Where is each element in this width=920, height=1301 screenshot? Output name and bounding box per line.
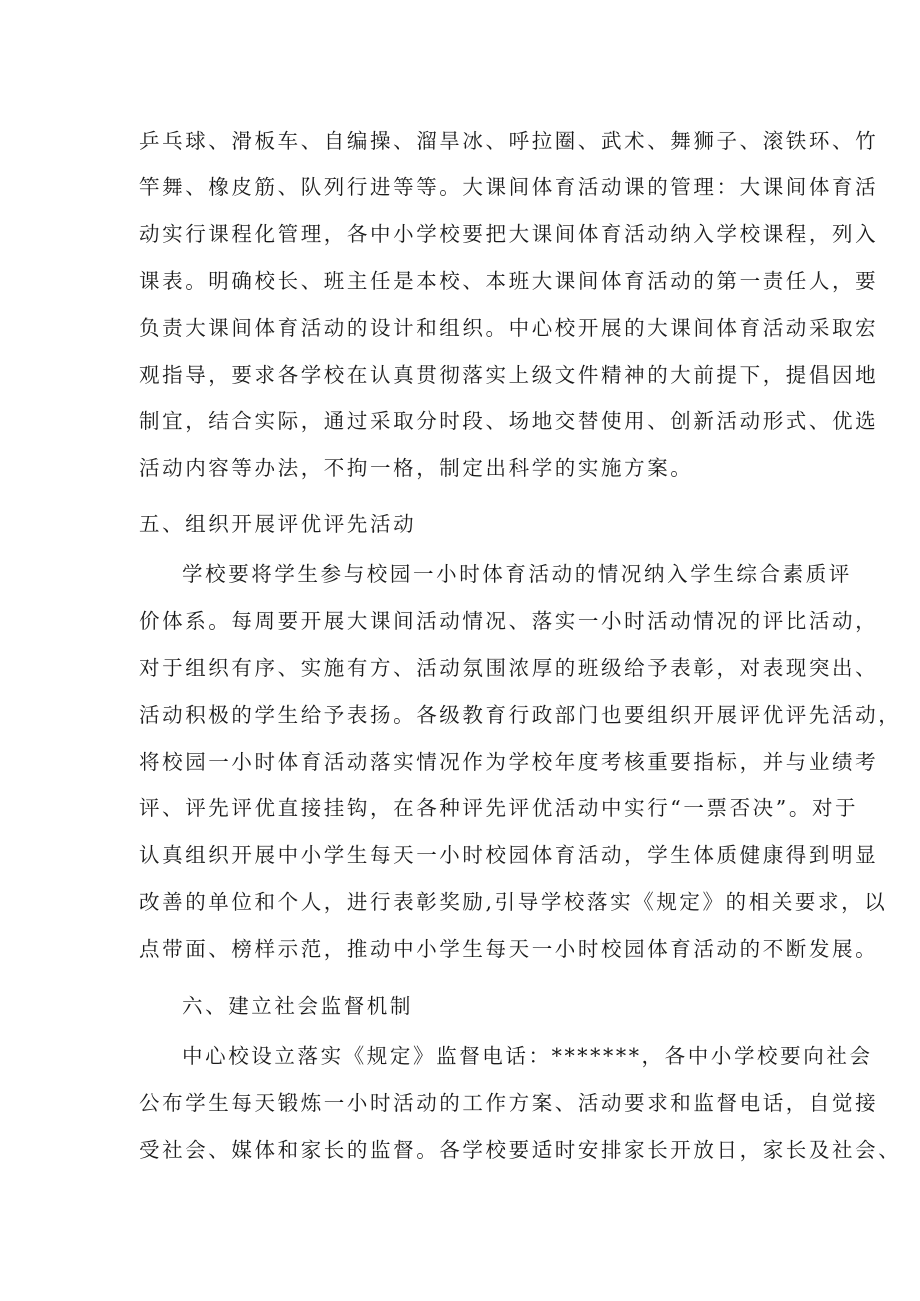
paragraph-line: 评、评先评优直接挂钩，在各种评先评优活动中实行“一票否决”。对于	[139, 796, 859, 820]
paragraph-line: 课表。明确校长、班主任是本校、本班大课间体育活动的第一责任人，要	[139, 269, 879, 293]
paragraph-line: 观指导，要求各学校在认真贯彻落实上级文件精神的大前提下，提倡因地	[139, 363, 879, 387]
paragraph-line: 对于组织有序、实施有方、活动氛围浓厚的班级给予表彰，对表现突出、	[139, 656, 879, 680]
paragraph-line: 活动内容等办法，不拘一格，制定出科学的实施方案。	[139, 456, 694, 480]
section-heading-five: 五、组织开展评优评先活动	[139, 512, 417, 536]
paragraph-line: 公布学生每天锻炼一小时活动的工作方案、活动要求和监督电话，自觉接	[139, 1091, 879, 1115]
paragraph-line: 竿舞、橡皮筋、队列行进等等。大课间体育活动课的管理：大课间体育活	[139, 175, 879, 199]
paragraph-line: 点带面、榜样示范，推动中小学生每天一小时校园体育活动的不断发展。	[139, 937, 879, 961]
paragraph-line: 乒乓球、滑板车、自编操、溜旱冰、呼拉圈、武术、舞狮子、滚铁环、竹	[139, 129, 879, 153]
paragraph-line: 改善的单位和个人，进行表彰奖励,引导学校落实《规定》的相关要求，以	[139, 890, 888, 914]
paragraph-line: 将校园一小时体育活动落实情况作为学校年度考核重要指标，并与业绩考	[139, 750, 879, 774]
paragraph-line: 学校要将学生参与校园一小时体育活动的情况纳入学生综合素质评	[182, 562, 852, 586]
section-heading-six: 六、建立社会监督机制	[182, 994, 413, 1018]
paragraph-line: 制宜，结合实际，通过采取分时段、场地交替使用、创新活动形式、优选	[139, 409, 879, 433]
paragraph-line: 活动积极的学生给予表扬。各级教育行政部门也要组织开展评优评先活动，	[139, 703, 902, 727]
paragraph-line: 动实行课程化管理，各中小学校要把大课间体育活动纳入学校课程，列入	[139, 222, 879, 246]
paragraph-line: 负责大课间体育活动的设计和组织。中心校开展的大课间体育活动采取宏	[139, 316, 879, 340]
paragraph-line: 认真组织开展中小学生每天一小时校园体育活动，学生体质健康得到明显	[139, 843, 879, 867]
paragraph-line: 价体系。每周要开展大课间活动情况、落实一小时活动情况的评比活动，	[139, 609, 879, 633]
paragraph-line: 中心校设立落实《规定》监督电话：*******，各中小学校要向社会	[182, 1044, 873, 1068]
paragraph-line: 受社会、媒体和家长的监督。各学校要适时安排家长开放日，家长及社会、	[139, 1138, 902, 1162]
